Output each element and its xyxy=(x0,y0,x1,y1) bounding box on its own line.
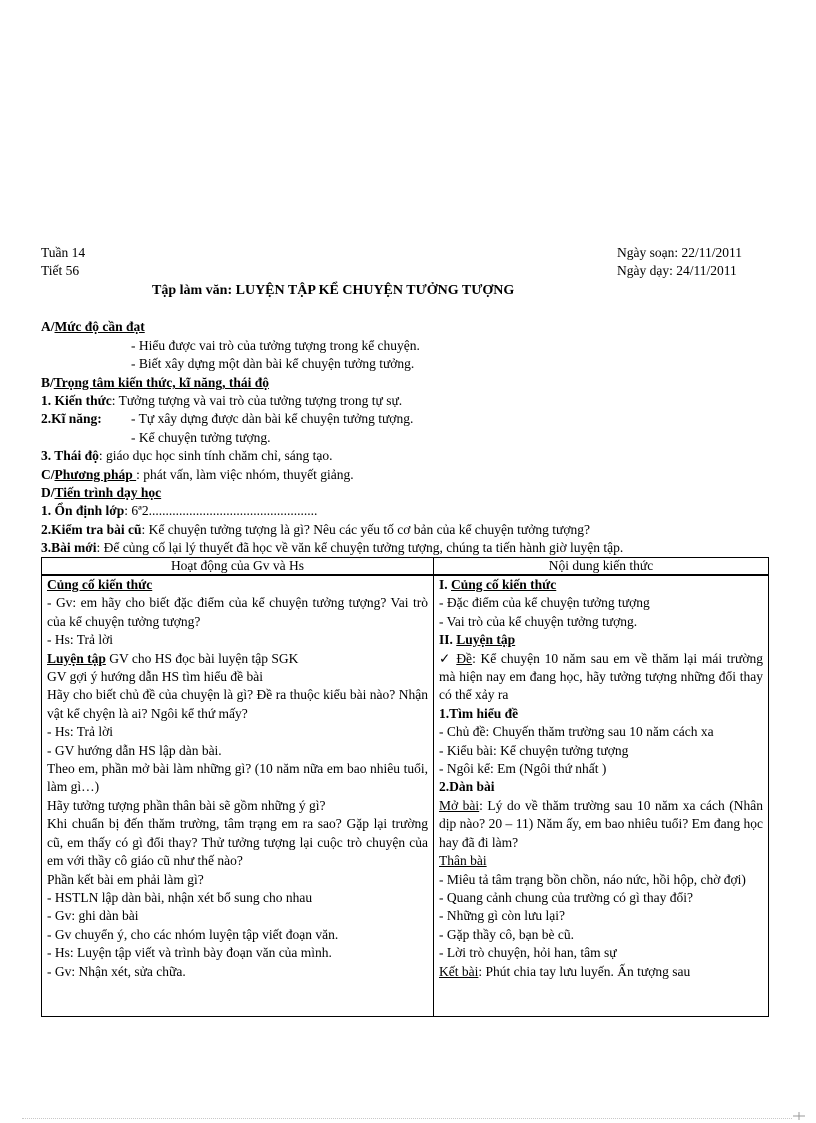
list-item: Theo em, phần mở bài làm những gì? (10 năm nữa em bao nhiêu tuổi, làm gì…) xyxy=(47,761,428,795)
topic-paragraph: ✓ Đề: Kể chuyện 10 năm sau em về thăm lại mái trường mà hiện nay em đang học, hãy tưởng tượng những đổi thay có thể xảy ra xyxy=(439,650,763,703)
list-item: GV gợi ý hướng dẫn HS tìm hiểu đề bài xyxy=(47,669,263,685)
list-item: - Chủ đề: Chuyến thăm trường sau 10 năm cách xa xyxy=(439,724,714,740)
week-label: Tuần 14 xyxy=(41,245,86,260)
header-activities: Hoạt động của Gv và Hs xyxy=(42,558,434,576)
period-label: Tiết 56 xyxy=(41,263,80,278)
subheading-outline: 2.Dàn bài xyxy=(439,779,495,795)
section-a-item: - Hiểu được vai trò của tưởng tượng trong kể chuyện. xyxy=(131,338,420,353)
method-line: C/Phương pháp : phát vấn, làm việc nhóm, thuyết giảng. xyxy=(41,467,354,482)
body-label: Thân bài xyxy=(439,853,487,869)
list-item: Phần kết bài em phải làm gì? xyxy=(47,871,204,887)
list-item: - Gv: ghi dàn bài xyxy=(47,908,139,924)
skills-item: - Tự xây dựng được dàn bài kể chuyện tưởng tượng. xyxy=(131,411,414,426)
list-item: - HSTLN lập dàn bài, nhận xét bổ sung cho nhau xyxy=(47,889,313,905)
knowledge-line: 1. Kiến thức: Tưởng tượng và vai trò của tưởng tượng trong tự sự. xyxy=(41,393,403,408)
list-item: - Những gì còn lưu lại? xyxy=(439,908,565,924)
list-item: - Hs: Luyện tập viết và trình bày đoạn văn của mình. xyxy=(47,945,332,961)
list-item: - Ngôi kể: Em (Ngôi thứ nhất ) xyxy=(439,761,607,777)
page-corner-mark xyxy=(793,1112,805,1120)
check-icon: ✓ xyxy=(439,650,452,666)
list-item: - GV hướng dẫn HS lập dàn bài. xyxy=(47,742,222,758)
list-item: - Quang cảnh chung của trường có gì thay đổi? xyxy=(439,889,694,905)
list-item: - Vai trò của kể chuyện tưởng tượng. xyxy=(439,613,638,629)
list-item: - Gv: Nhận xét, sửa chữa. xyxy=(47,963,186,979)
section-a-item: - Biết xây dựng một dàn bài kể chuyện tưởng tưởng. xyxy=(131,356,415,371)
section-b-heading: B/Trọng tâm kiến thức, kĩ năng, thái độ xyxy=(41,375,270,390)
table-header-row xyxy=(42,558,769,576)
teach-date: Ngày dạy: 24/11/2011 xyxy=(617,263,737,278)
right-heading-practice: II. Luyện tập xyxy=(439,632,516,648)
step-2-line: 2.Kiểm tra bài cũ: Kể chuyện tưởng tượng là gì? Nêu các yếu tố cơ bản của kể chuyện tưởng tượng? xyxy=(41,522,590,537)
section-d-heading: D/Tiến trình dạy học xyxy=(41,485,162,500)
list-item: - Gv: em hãy cho biết đặc điểm của kể chuyện tưởng tượng? Vai trò của kể chuyện tưởng tượng? xyxy=(47,595,428,629)
table-row xyxy=(42,575,769,1017)
left-practice-line: Luyện tập GV cho HS đọc bài luyện tập SGK xyxy=(47,650,299,666)
attitude-line: 3. Thái độ: giáo dục học sinh tính chăm chỉ, sáng tạo. xyxy=(41,448,333,463)
title-prefix: Tập làm văn: xyxy=(152,283,236,298)
conclusion-paragraph: Kết bài: Phút chia tay lưu luyến. Ấn tượng sau xyxy=(439,963,691,979)
list-item: - Hs: Trả lời xyxy=(47,724,114,740)
list-item: - Kiểu bài: Kể chuyện tưởng tượng xyxy=(439,742,629,758)
intro-paragraph: Mở bài: Lý do về thăm trường sau 10 năm xa cách (Nhân dịp nào? 20 – 11) Năm ấy, em bao nhiêu tuổi? Em đang học hay đã đi làm? xyxy=(439,797,763,850)
right-heading-review: I. Củng cố kiến thức xyxy=(439,577,557,592)
list-item: Hãy cho biết chủ đề của chuyện là gì? Đề ra thuộc kiểu bài nào? Nhận vật kể chyện là ai? Ngôi kể thứ mấy? xyxy=(47,687,428,721)
page-bottom-divider xyxy=(22,1118,792,1119)
subheading-analysis: 1.Tìm hiểu đề xyxy=(439,705,519,721)
prep-date: Ngày soạn: 22/11/2011 xyxy=(617,245,742,260)
left-heading-review: Củng cố kiến thức xyxy=(47,577,153,592)
header-content: Nội dung kiến thức xyxy=(434,558,769,576)
list-item: - Gặp thầy cô, bạn bè cũ. xyxy=(439,926,574,942)
section-a-heading: A/Mức độ cần đạt xyxy=(41,319,145,334)
list-item: - Đặc điểm của kể chuyện tưởng tượng xyxy=(439,595,650,611)
skills-label: 2.Kĩ năng: xyxy=(41,411,102,426)
list-item: - Lời trò chuyện, hỏi han, tâm sự xyxy=(439,945,617,961)
list-item: Hãy tưởng tượng phần thân bài sẽ gồm những ý gì? xyxy=(47,797,326,813)
content-cell xyxy=(434,575,769,1017)
list-item: - Hs: Trả lời xyxy=(47,632,114,648)
lesson-title xyxy=(152,283,514,299)
lesson-table xyxy=(41,557,769,1017)
list-item: Khi chuẩn bị đến thăm trường, tâm trạng em ra sao? Gặp lại trường cũ, em thấy có gì đổi thay? Thử tưởng tượng lại cuộc trò chuyện của em với thầy cô giáo cũ như thế nào? xyxy=(47,816,428,869)
list-item: - Gv chuyển ý, cho các nhóm luyện tập viết đoạn văn. xyxy=(47,926,339,942)
step-3-line: 3.Bài mới: Để củng cố lại lý thuyết đã học về văn kể chuyện tưởng tượng, chúng ta tiến hành giờ luyện tập. xyxy=(41,540,624,555)
step-1-line: 1. Ổn định lớp: 6ª2.................................................. xyxy=(41,503,318,518)
activities-cell xyxy=(42,575,434,1017)
title-main: LUYỆN TẬP KỂ CHUYỆN TƯỞNG TƯỢNG xyxy=(235,283,515,298)
list-item: - Miêu tả tâm trạng bồn chồn, náo nức, hồi hộp, chờ đợi) xyxy=(439,871,746,887)
skills-item: - Kể chuyện tưởng tượng. xyxy=(131,430,271,445)
